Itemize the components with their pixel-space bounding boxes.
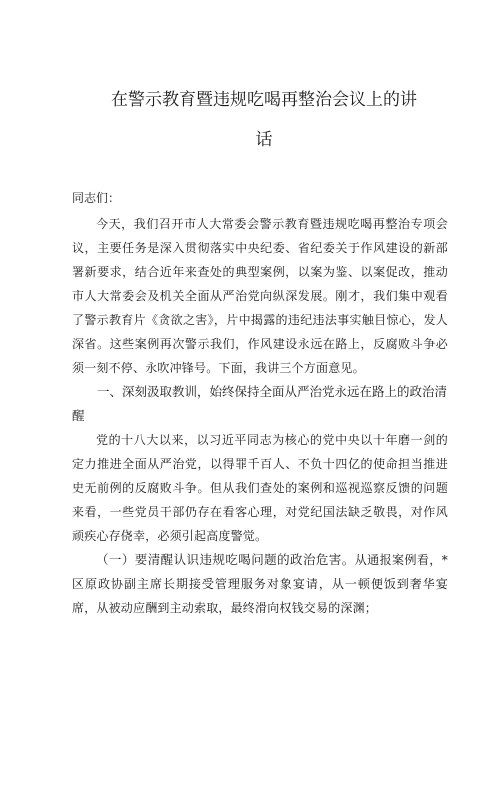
subsection-heading-1: （一）要清醒认识违规吃喝问题的政治危害。 [96,552,355,567]
subsection-text-1: 从通报案例看，*区原政协副主席长期接受管理服务对象宴请，从一顿便饭到奢华宴席，从被动应酬到主动索取，最终滑向权钱交易的深渊； [72,553,448,615]
section-heading-1: 一、深刻汲取教训，始终保持全面从严治党永远在路上的政治清醒 [72,384,448,423]
document-title [72,80,448,160]
paragraph-subsection-1 [72,548,448,620]
paragraph-intro: 今天，我们召开市人大常委会警示教育暨违规吃喝再整治专项会议，主要任务是深入贯彻落实中央纪委、省纪委关于作风建设的新部署新要求，结合近年来查处的典型案例，以案为鉴、以案促改，推动市人大常委会及机关全面从严治党向纵深发展。刚才，我们集中观看了警示教育片《贪欲之害》，片中揭露的违纪违法事实触目惊心，发人深省。这些案例再次警示我们，作风建设永远在路上，反腐败斗争必须一刻不停、永吹冲锋号。下面，我讲三个方面意见。 [72,217,448,375]
document-page [0,80,500,787]
title-line-2: 话 [255,130,273,150]
salutation: 同志们： [72,191,121,205]
paragraph-section-1: 党的十八大以来，以习近平同志为核心的党中央以十年磨一剑的定力推进全面从严治党，以得罪千百人、不负十四亿的使命担当推进史无前例的反腐败斗争。但从我们查处的案例和巡视巡察反馈的问题来看，一些党员干部仍存在看客心理，对党纪国法缺乏敬畏，对作风顽疾心存侥幸，必须引起高度警觉。 [72,433,448,543]
title-line-1: 在警示教育暨违规吃喝再整治会议上的讲 [111,90,417,110]
